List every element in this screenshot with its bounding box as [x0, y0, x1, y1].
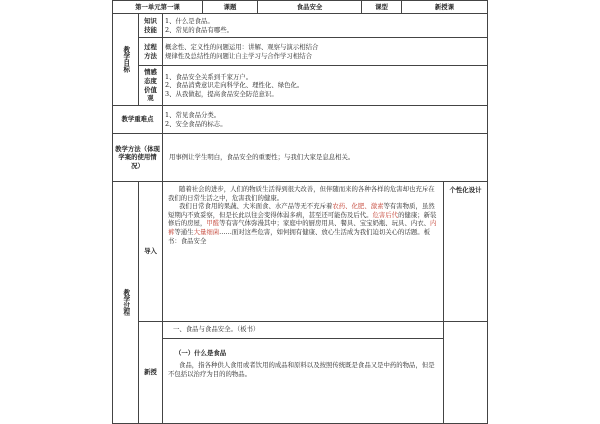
emotion-item: 3、从我做起，提高食品安全防范意识。: [165, 89, 278, 98]
board-item: 一、食品与食品安全。（板书）: [163, 322, 443, 339]
new-content: [163, 322, 444, 424]
type-value: 新授课: [402, 1, 488, 14]
intro-content: [163, 182, 444, 322]
methods-label: 教学方法（体现学案的使用情况）: [113, 134, 163, 182]
knowledge-label: 知识技能: [139, 14, 163, 38]
knowledge-item: 2、常见的食品有哪些。: [165, 25, 233, 34]
unit-lesson: 第一单元第一课: [113, 1, 203, 14]
highlight-harm-offspring: 危害后代: [372, 210, 399, 219]
keypoints-label: 教学重难点: [113, 106, 163, 134]
intro-label: 导入: [139, 182, 163, 322]
emotion-items: [163, 66, 488, 106]
objectives-label: 教学目标: [121, 46, 130, 73]
new-label: 新授: [139, 322, 163, 424]
knowledge-items: [163, 14, 488, 38]
keypoints-items: [163, 106, 488, 134]
highlight-chemicals: 农药、化肥、激素: [332, 202, 384, 211]
new-subtitle: （一）什么是食品: [175, 348, 227, 357]
process-intro-row: [113, 182, 488, 322]
knowledge-item: 1、什么是食品。: [165, 16, 214, 25]
process-item: 规律性及总结性的问题让自主学习与合作学习相结合: [165, 51, 312, 60]
topic-value: 食品安全: [258, 1, 362, 14]
type-label: 课型: [362, 1, 402, 14]
methods-text: 用事例让学生明白，食品安全的重要性；与我们大家是息息相关。: [163, 134, 488, 182]
lesson-plan-sheet: [112, 0, 487, 400]
process-new-row: [113, 322, 488, 424]
header-row: [113, 1, 488, 14]
intro-paragraph-1: 随着社会的进步，人们的物质生活得到很大改善，但伴随而来的各种各样的危害却也充斥在我们的日常生活之中，危害我们的健康。: [168, 185, 435, 202]
emotion-label: 情感态度价值观: [139, 66, 163, 106]
keypoint-item: 2、安全食品的标志。: [165, 119, 227, 128]
emotion-item: 1、食品安全关系到千家万户。: [165, 72, 253, 81]
highlight-underwear: 内裤: [168, 219, 437, 236]
objective-emotion-row: [113, 66, 488, 106]
process-section-cell: [113, 182, 139, 424]
highlight-bacteria: 大量细菌: [193, 227, 220, 236]
emotion-item: 2、食品消费意识走向科学化、理性化、绿色化。: [165, 81, 304, 90]
topic-label: 课题: [203, 1, 258, 14]
keypoints-row: [113, 106, 488, 134]
objective-process-row: [113, 38, 488, 66]
personal-design-label: 个性化设计: [444, 182, 488, 322]
methods-row: [113, 134, 488, 182]
process-item: 概念性、定义性的问题运用：讲解、观察与演示相结合: [165, 42, 319, 51]
definition-text: 食品，指各种供人食用或者饮用的成品和原料以及按照传统既是食品又是中药的物品，但是不包括以治疗为目的的物品。: [168, 361, 435, 378]
intro-paragraph-2: 我们日常食用的果蔬、大米面食、水产品等无不充斥着农药、化肥、激素等有害物质，虽然短期内不致妥察，但是长此以往会变得体弱多病，甚至还可能伤及后代。危害后代的健康；新装修后的房屋，甲醛等有害气体弥漫其中；家庭中的厨房用具、餐具、宝宝奶瓶、玩具、内衣、内裤等通生大量细菌……面对这些危害，如何拥有健康、放心生活成为我们迫切关心的话题。板书：食品安全: [168, 202, 437, 245]
process-section-label: 教学过程: [121, 289, 130, 316]
highlight-formaldehyde: 甲醛: [206, 219, 220, 228]
process-items: [163, 38, 488, 66]
objectives-section-label: [113, 14, 139, 106]
objective-knowledge-row: [113, 14, 488, 38]
process-label: 过程方法: [139, 38, 163, 66]
lesson-plan-table: [112, 0, 488, 424]
personal-design-empty: [444, 322, 488, 424]
keypoint-item: 1、常见食品分类。: [165, 110, 221, 119]
